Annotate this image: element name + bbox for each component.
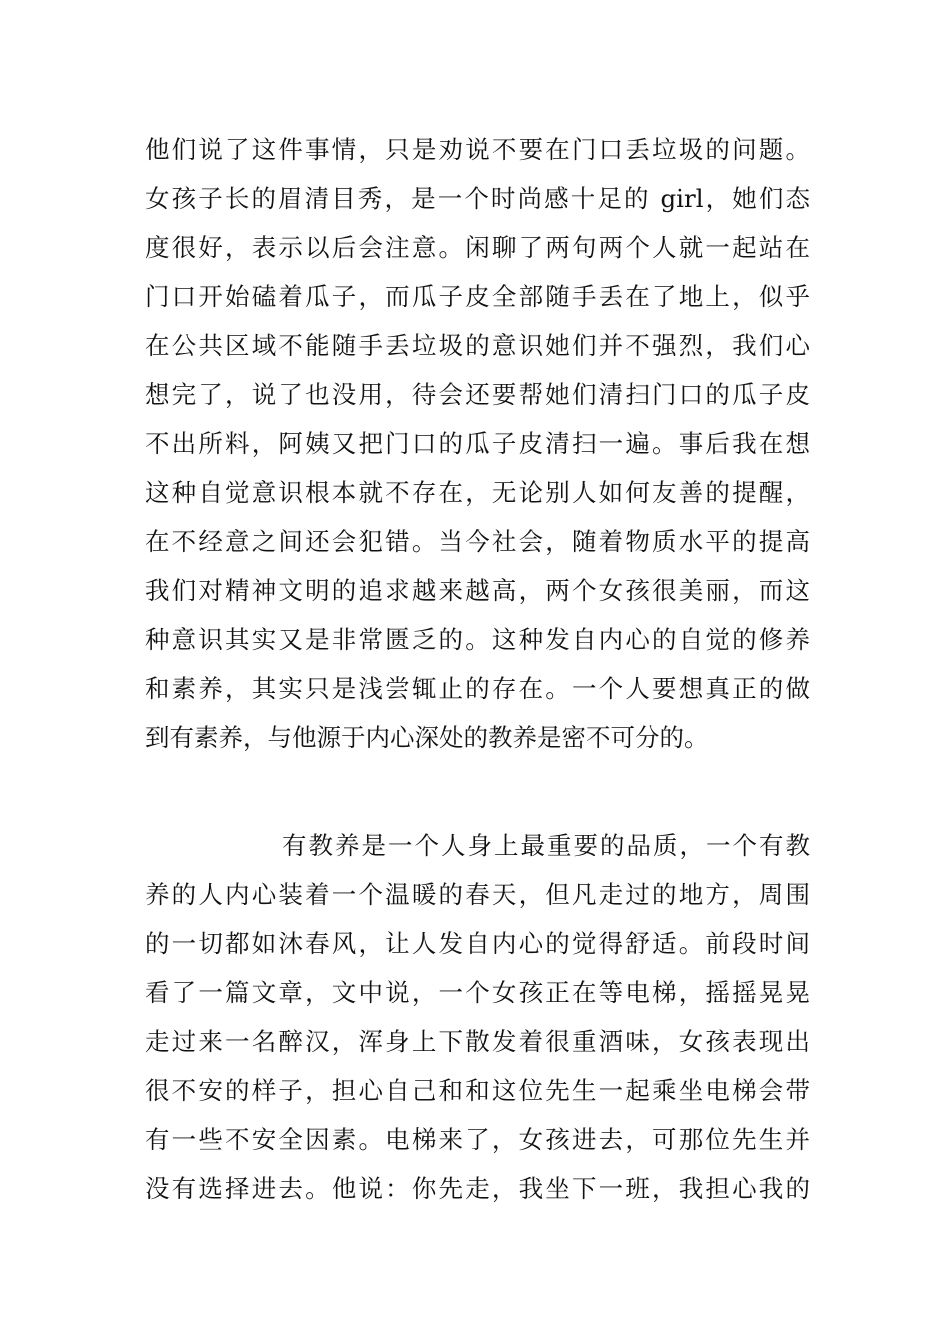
- text-line: 他们说了这件事情，只是劝说不要在门口丢垃圾的问题。: [145, 135, 810, 164]
- text-line: 没有选择进去。他说：你先走，我坐下一班，我担心我的: [145, 1174, 810, 1203]
- text-line: 养的人内心装着一个温暖的春天，但凡走过的地方，周围: [145, 880, 810, 909]
- text-line: 看了一篇文章，文中说，一个女孩正在等电梯，摇摇晃晃: [145, 978, 810, 1007]
- text-line: 不出所料，阿姨又把门口的瓜子皮清扫一遍。事后我在想: [145, 429, 810, 458]
- text-line: 走过来一名醉汉，浑身上下散发着很重酒味，女孩表现出: [145, 1027, 810, 1056]
- text-line: 的一切都如沐春风，让人发自内心的觉得舒适。前段时间: [145, 929, 810, 958]
- text-line: 种意识其实又是非常匮乏的。这种发自内心的自觉的修养: [145, 625, 810, 654]
- text-line: 门口开始磕着瓜子，而瓜子皮全部随手丢在了地上，似乎: [145, 282, 810, 311]
- text-line: 想完了，说了也没用，待会还要帮她们清扫门口的瓜子皮: [145, 380, 810, 409]
- text-line: 和素养，其实只是浅尝辄止的存在。一个人要想真正的做: [145, 674, 810, 703]
- text-line: 有教养是一个人身上最重要的品质，一个有教: [282, 831, 810, 860]
- text-line: 这种自觉意识根本就不存在，无论别人如何友善的提醒，: [145, 478, 810, 507]
- text-line: 我们对精神文明的追求越来越高，两个女孩很美丽，而这: [145, 576, 810, 605]
- text-line: 有一些不安全因素。电梯来了，女孩进去，可那位先生并: [145, 1125, 810, 1154]
- text-line: 很不安的样子，担心自己和和这位先生一起乘坐电梯会带: [145, 1076, 810, 1105]
- text-line: 女孩子长的眉清目秀，是一个时尚感十足的 girl，她们态: [145, 184, 810, 213]
- text-line: 在不经意之间还会犯错。当今社会，随着物质水平的提高: [145, 527, 810, 556]
- text-line: 在公共区域不能随手丢垃圾的意识她们并不强烈，我们心: [145, 331, 810, 360]
- text-line: 到有素养，与他源于内心深处的教养是密不可分的。: [145, 723, 709, 752]
- text-line: 度很好，表示以后会注意。闲聊了两句两个人就一起站在: [145, 233, 810, 262]
